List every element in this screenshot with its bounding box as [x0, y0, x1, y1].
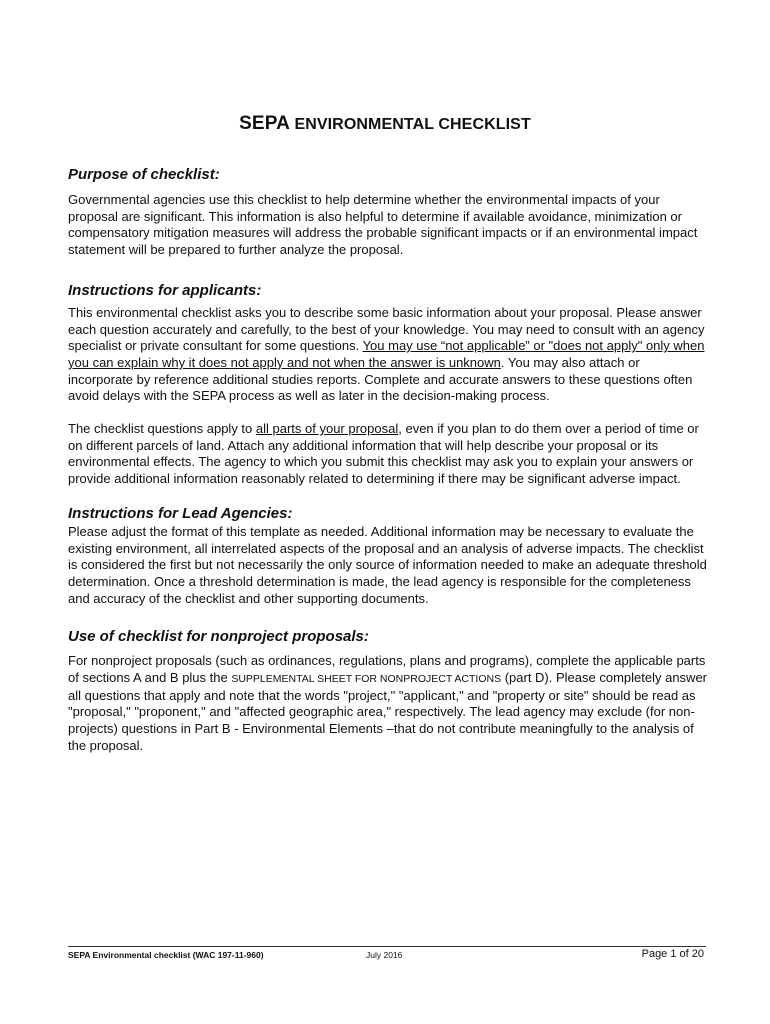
title-rest: ENVIRONMENTAL CHECKLIST	[294, 116, 531, 133]
applicants-p2-underlined: all parts of your proposal	[255, 421, 399, 437]
applicants-p2-text-b: , even if you plan to do them over a period of time or on different parcels of land. Attach any additional information that will help describe your proposal or its environmental effects. The agency to which you submit this checklist may ask you to explain your answers or provide additional information reasonably related to determining if there may be significant adverse impact.	[68, 421, 699, 487]
document-body	[68, 165, 708, 755]
applicants-p1-text-a: This environmental checklist asks you to describe some basic information about your proposal. Please answer each question accurately and carefully, to the best of your knowledge. You may need to consult with an agency specialist or private consultant for some questions.	[68, 304, 705, 354]
applicants-paragraph-1	[68, 305, 708, 405]
footer-date: July 2016	[366, 950, 403, 960]
applicants-heading: Instructions for applicants:	[68, 281, 262, 299]
lead-agencies-heading: Instructions for Lead Agencies:	[68, 504, 293, 522]
nonproject-heading: Use of checklist for nonproject proposals:	[68, 628, 369, 646]
footer-page-number: Page 1 of 20	[641, 948, 704, 960]
nonproject-paragraph	[68, 653, 708, 754]
nonproject-text-b: (part D). Please completely answer all questions that apply and note that the words "project," "applicant," and "property or site" should be read as "proposal," "proponent," and "affected geographic area," respectively. The lead agency may exclude (for non-projects) questions in Part B - Environmental Elements –that do not contribute meaningfully to the analysis of the proposal.	[68, 670, 708, 753]
title-prefix: SEPA	[239, 113, 290, 134]
applicants-p1-text-b: . You may also attach or incorporate by reference additional studies reports. Complete and accurate answers to these questions often avoid delays with the SEPA process as well as later in the decision-making process.	[68, 354, 693, 404]
applicants-p1-underlined: You may use “not applicable” or "does not apply" only when you can explain why it does not apply and not when the answer is unknown	[68, 338, 705, 370]
purpose-paragraph: Governmental agencies use this checklist to help determine whether the environmental impacts of your proposal are significant. This information is also helpful to determine if available avoidance, minimization or compensatory mitigation measures will address the probable significant impacts or if an environmental impact statement will be prepared to further analyze the proposal.	[68, 192, 698, 258]
purpose-heading: Purpose of checklist:	[68, 166, 220, 183]
lead-agencies-paragraph: Please adjust the format of this template as needed. Additional information may be necessary to evaluate the existing environment, all interrelated aspects of the proposal and an analysis of adverse impacts. The checklist is considered the first but not necessarily the only source of information needed to make an adequate threshold determination. Once a threshold determination is made, the lead agency is responsible for the completeness and accuracy of the checklist and other supporting documents.	[68, 523, 707, 606]
page-footer	[68, 946, 706, 961]
nonproject-supplemental-sheet: SUPPLEMENTAL SHEET FOR NONPROJECT ACTIONS	[231, 673, 502, 686]
applicants-paragraph-2	[68, 421, 708, 488]
nonproject-text-a: For nonproject proposals (such as ordinances, regulations, plans and programs), complete the applicable parts of sections A and B plus the	[68, 653, 706, 686]
applicants-p2-text-a: The checklist questions apply to	[68, 421, 256, 437]
footer-document-name: SEPA Environmental checklist (WAC 197-11-960)	[68, 950, 264, 960]
page-title	[0, 113, 770, 135]
